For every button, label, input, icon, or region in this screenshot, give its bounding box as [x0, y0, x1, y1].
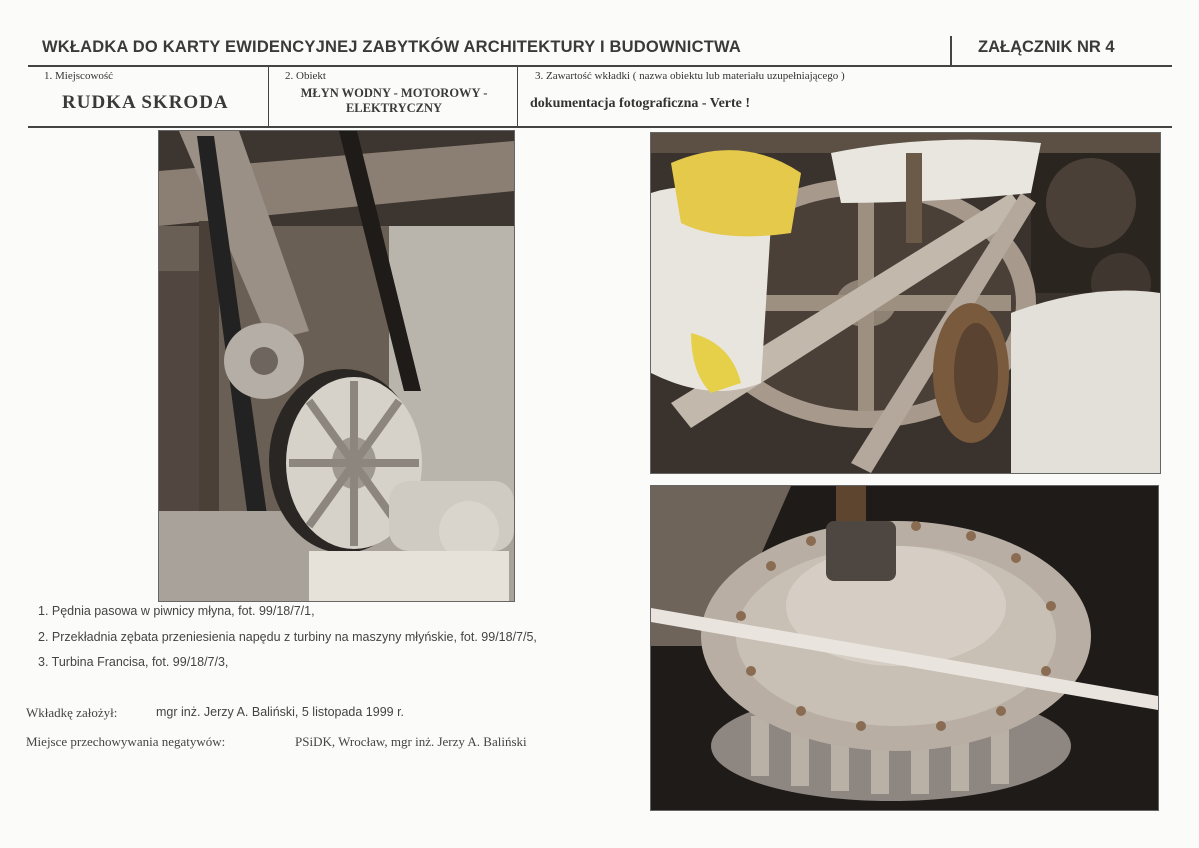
header-divider-vertical	[950, 36, 952, 66]
storage-label: Miejsce przechowywania negatywów:	[26, 734, 226, 749]
place-label: 1. Miejscowość	[44, 70, 114, 82]
photo-belt-transmission	[158, 130, 515, 602]
object-value-line2: ELEKTRYCZNY	[345, 101, 443, 115]
storage-value: PSiDK, Wrocław, mgr inż. Jerzy A. Baliński	[295, 734, 527, 749]
content-label: 3. Zawartość wkładki ( nazwa obiektu lub materiału uzupełniającego )	[535, 70, 845, 82]
caption-2: 2. Przekładnia zębata przeniesienia napędu z turbiny na maszyny młyńskie, fot. 99/18/7/5,	[38, 630, 537, 644]
document-title: WKŁADKA DO KARTY EWIDENCYJNEJ ZABYTKÓW ARCHITEKTURY I BUDOWNICTWA	[42, 38, 741, 56]
object-label: 2. Obiekt	[285, 70, 326, 82]
field-row-rule	[28, 126, 1172, 128]
place-value: RUDKA SKRODA	[62, 92, 229, 113]
object-value-line1: MŁYN WODNY - MOTOROWY -	[300, 86, 488, 100]
field-divider-1	[268, 66, 269, 126]
field-divider-2	[517, 66, 518, 126]
attachment-number: ZAŁĄCZNIK NR 4	[978, 38, 1115, 56]
content-value: dokumentacja fotograficzna - Verte !	[530, 96, 751, 111]
author-label: Wkładkę założył:	[26, 705, 118, 720]
photo-gear-transmission	[650, 132, 1161, 474]
author-value: mgr inż. Jerzy A. Baliński, 5 listopada 1999 r.	[156, 705, 405, 719]
header-rule	[28, 65, 1172, 67]
caption-1: 1. Pędnia pasowa w piwnicy młyna, fot. 99/18/7/1,	[38, 604, 315, 618]
photo-francis-turbine	[650, 485, 1159, 811]
caption-3: 3. Turbina Francisa, fot. 99/18/7/3,	[38, 655, 229, 669]
